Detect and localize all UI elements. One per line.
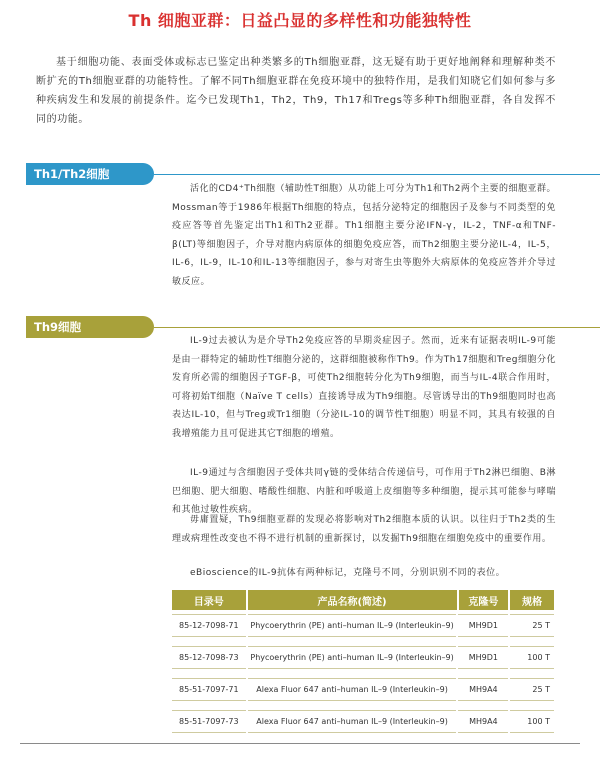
th9-paragraph-1: IL-9过去被认为是介导Th2免疫应答的早期炎症因子。然而，近来有证据表明IL-9可能是由一群特定的辅助性T细胞分泌的，这群细胞被称作Th9。作为Th17细胞和Treg细胞分化发育所必需的细胞因子TGF-β，可使Th2细胞转分化为Th9细胞，而当与IL-4联合作用时，可将初始T细胞（Naïve T cells）直接诱导成为Th9细胞。尽管诱导出的Th9细胞同时也高表达IL-10，但与Treg或Tr1细胞（分泌IL-10的调节性T细胞）明显不同，其具有较强的自我增殖能力且可促进其它T细胞的增殖。 (172, 336, 556, 439)
th1-th2-paragraph: 活化的CD4⁺Th细胞（辅助性T细胞）从功能上可分为Th1和Th2两个主要的细胞亚群。Mossman等于1986年根据Th细胞的特点，包括分泌特定的细胞因子及参与不同类型的免疫应答等首先鉴定出Th1和Th2亚群。Th1细胞主要分泌IFN-γ，IL-2，TNF-α和TNF-β(LT)等细胞因子，介导对胞内病原体的细胞免疫应答，而Th2细胞主要分泌IL-4，IL-5，IL-6，IL-9，IL-10和IL-13等细胞因子，参与对寄生虫等胞外大病原体的免疫应答并介导过敏反应。 (172, 184, 556, 287)
cell-clone: MH9A4 (458, 710, 508, 733)
header-catalog-number: 目录号 (172, 590, 246, 610)
section-title-th9: Th9细胞 (26, 316, 154, 338)
page-bottom-rule (20, 743, 580, 744)
header-product-name: 产品名称(简述) (248, 590, 457, 610)
header-clone: 克隆号 (459, 590, 509, 610)
cell-catalog-number: 85-12-7098-73 (172, 646, 246, 669)
cell-size: 25 T (510, 678, 554, 701)
table-row (172, 646, 556, 669)
section-divider (154, 174, 600, 175)
cell-size: 25 T (510, 614, 554, 637)
cell-catalog-number: 85-12-7098-71 (172, 614, 246, 637)
cell-size: 100 T (510, 710, 554, 733)
intro-paragraph: 基于细胞功能、表面受体或标志已鉴定出种类繁多的Th细胞亚群，这无疑有助于更好地阐释和理解种类不断扩充的Th细胞亚群的功能特性。了解不同Th细胞亚群在免疫环境中的独特作用，是我们知晓它们如何参与多种疾病发生和发展的前提条件。迄今已发现Th1，Th2，Th9，Th17和Tregs等多种Th细胞亚群，各自发挥不同的功能。 (36, 57, 556, 125)
cell-product-name: Alexa Fluor 647 anti–human IL–9 (Interleukin–9) (248, 710, 457, 733)
section-divider (154, 327, 600, 328)
th9-paragraph-3: 毋庸置疑，Th9细胞亚群的发现必将影响对Th2细胞本质的认识。以往归于Th2类的生理或病理性改变也不得不进行机制的重新探讨，以发掘Th9细胞在细胞免疫中的重要作用。 (172, 515, 556, 544)
th9-paragraph-4: eBioscience的IL-9抗体有两种标记，克隆号不同，分别识别不同的表位。 (190, 568, 506, 578)
cell-product-name: Phycoerythrin (PE) anti–human IL–9 (Interleukin–9) (248, 614, 457, 637)
cell-product-name: Alexa Fluor 647 anti–human IL–9 (Interleukin–9) (248, 678, 457, 701)
section-title-th1-th2: Th1/Th2细胞 (26, 163, 154, 185)
header-size: 规格 (510, 590, 554, 610)
page-title: Th 细胞亚群：日益凸显的多样性和功能独特性 (128, 11, 472, 30)
table-row (172, 710, 556, 733)
th9-paragraph-2: IL-9通过与含细胞因子受体共同γ链的受体结合传递信号，可作用于Th2淋巴细胞、B淋巴细胞、肥大细胞、嗜酸性细胞、内脏和呼吸道上皮细胞等多种细胞，提示其可能参与哮喘和其他过敏性疾病。 (172, 468, 556, 516)
table-header (172, 590, 556, 610)
cell-size: 100 T (510, 646, 554, 669)
cell-clone: MH9D1 (458, 614, 508, 637)
product-table (172, 590, 556, 742)
cell-catalog-number: 85-51-7097-73 (172, 710, 246, 733)
table-row (172, 614, 556, 637)
cell-clone: MH9A4 (458, 678, 508, 701)
cell-clone: MH9D1 (458, 646, 508, 669)
cell-product-name: Phycoerythrin (PE) anti–human IL–9 (Interleukin–9) (248, 646, 457, 669)
cell-catalog-number: 85-51-7097-71 (172, 678, 246, 701)
table-row (172, 678, 556, 701)
